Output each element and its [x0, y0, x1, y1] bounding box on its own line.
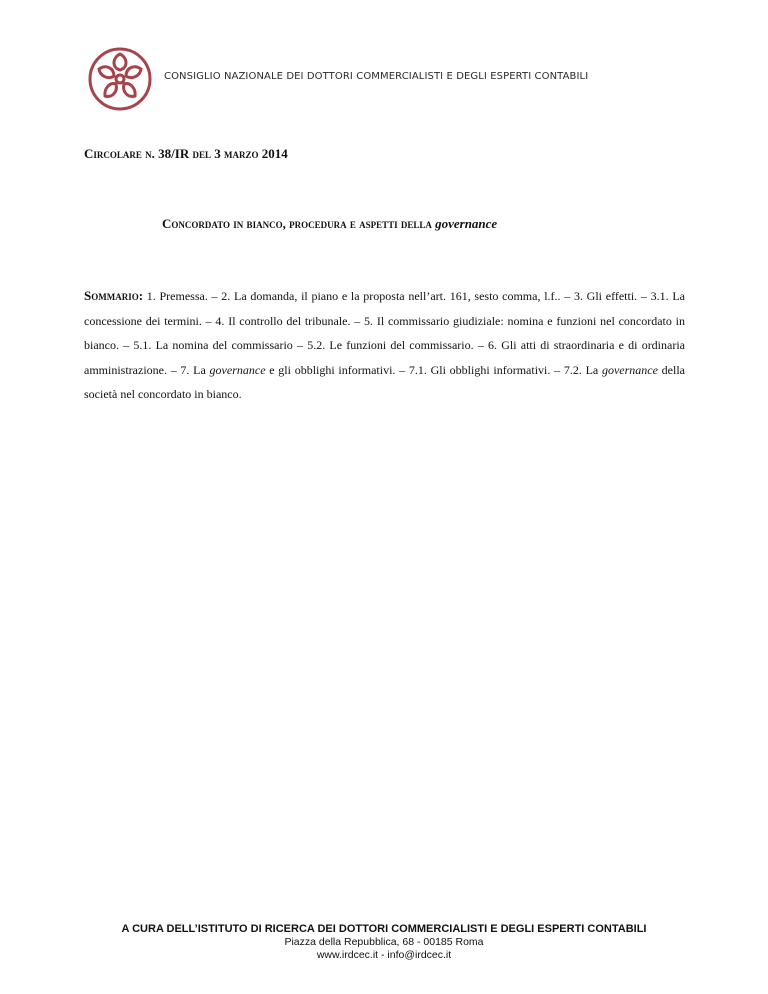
document-title — [162, 216, 497, 232]
summary-emphasis-1: governance — [209, 362, 266, 377]
document-title-main: Concordato in bianco, procedura e aspetti della — [162, 216, 436, 231]
footer-address: Piazza della Repubblica, 68 - 00185 Roma — [284, 936, 484, 948]
footer-institute: A CURA DELL’ISTITUTO DI RICERCA DEI DOTTORI COMMERCIALISTI E DEGLI ESPERTI CONTABILI — [121, 923, 647, 935]
summary-label: Sommario: — [84, 288, 144, 303]
page-footer — [0, 923, 768, 962]
cndcec-logo-icon — [84, 44, 156, 114]
footer-contacts: www.irdcec.it - info@irdcec.it — [316, 949, 452, 961]
document-title-emphasis: governance — [435, 216, 498, 231]
summary-text-2: e gli obblighi informativi. – 7.1. Gli obblighi informativi. – 7.2. La — [265, 362, 602, 377]
summary-text-3: della società nel concordato in bianco. — [84, 362, 685, 402]
organization-name: CONSIGLIO NAZIONALE DEI DOTTORI COMMERCIALISTI E DEGLI ESPERTI CONTABILI — [164, 71, 589, 82]
summary-text-1: 1. Premessa. – 2. La domanda, il piano e la proposta nell’art. 161, sesto comma, l.f.. – 3. Gli effetti. – 3.1. La concessione dei termini. – 4. Il controllo del tribunale. – 5. Il commissario giudiziale: nomina e funzioni nel concordato in bianco. – 5.1. La nomina del commissario – 5.2. Le funzioni del commissario. – 6. Gli atti di straordinaria e di ordinaria amministrazione. – 7. La — [84, 289, 685, 377]
circular-title: Circolare n. 38/IR del 3 marzo 2014 — [84, 146, 288, 161]
summary-paragraph — [84, 284, 685, 407]
summary-emphasis-2: governance — [601, 362, 658, 377]
page-header — [84, 44, 704, 114]
